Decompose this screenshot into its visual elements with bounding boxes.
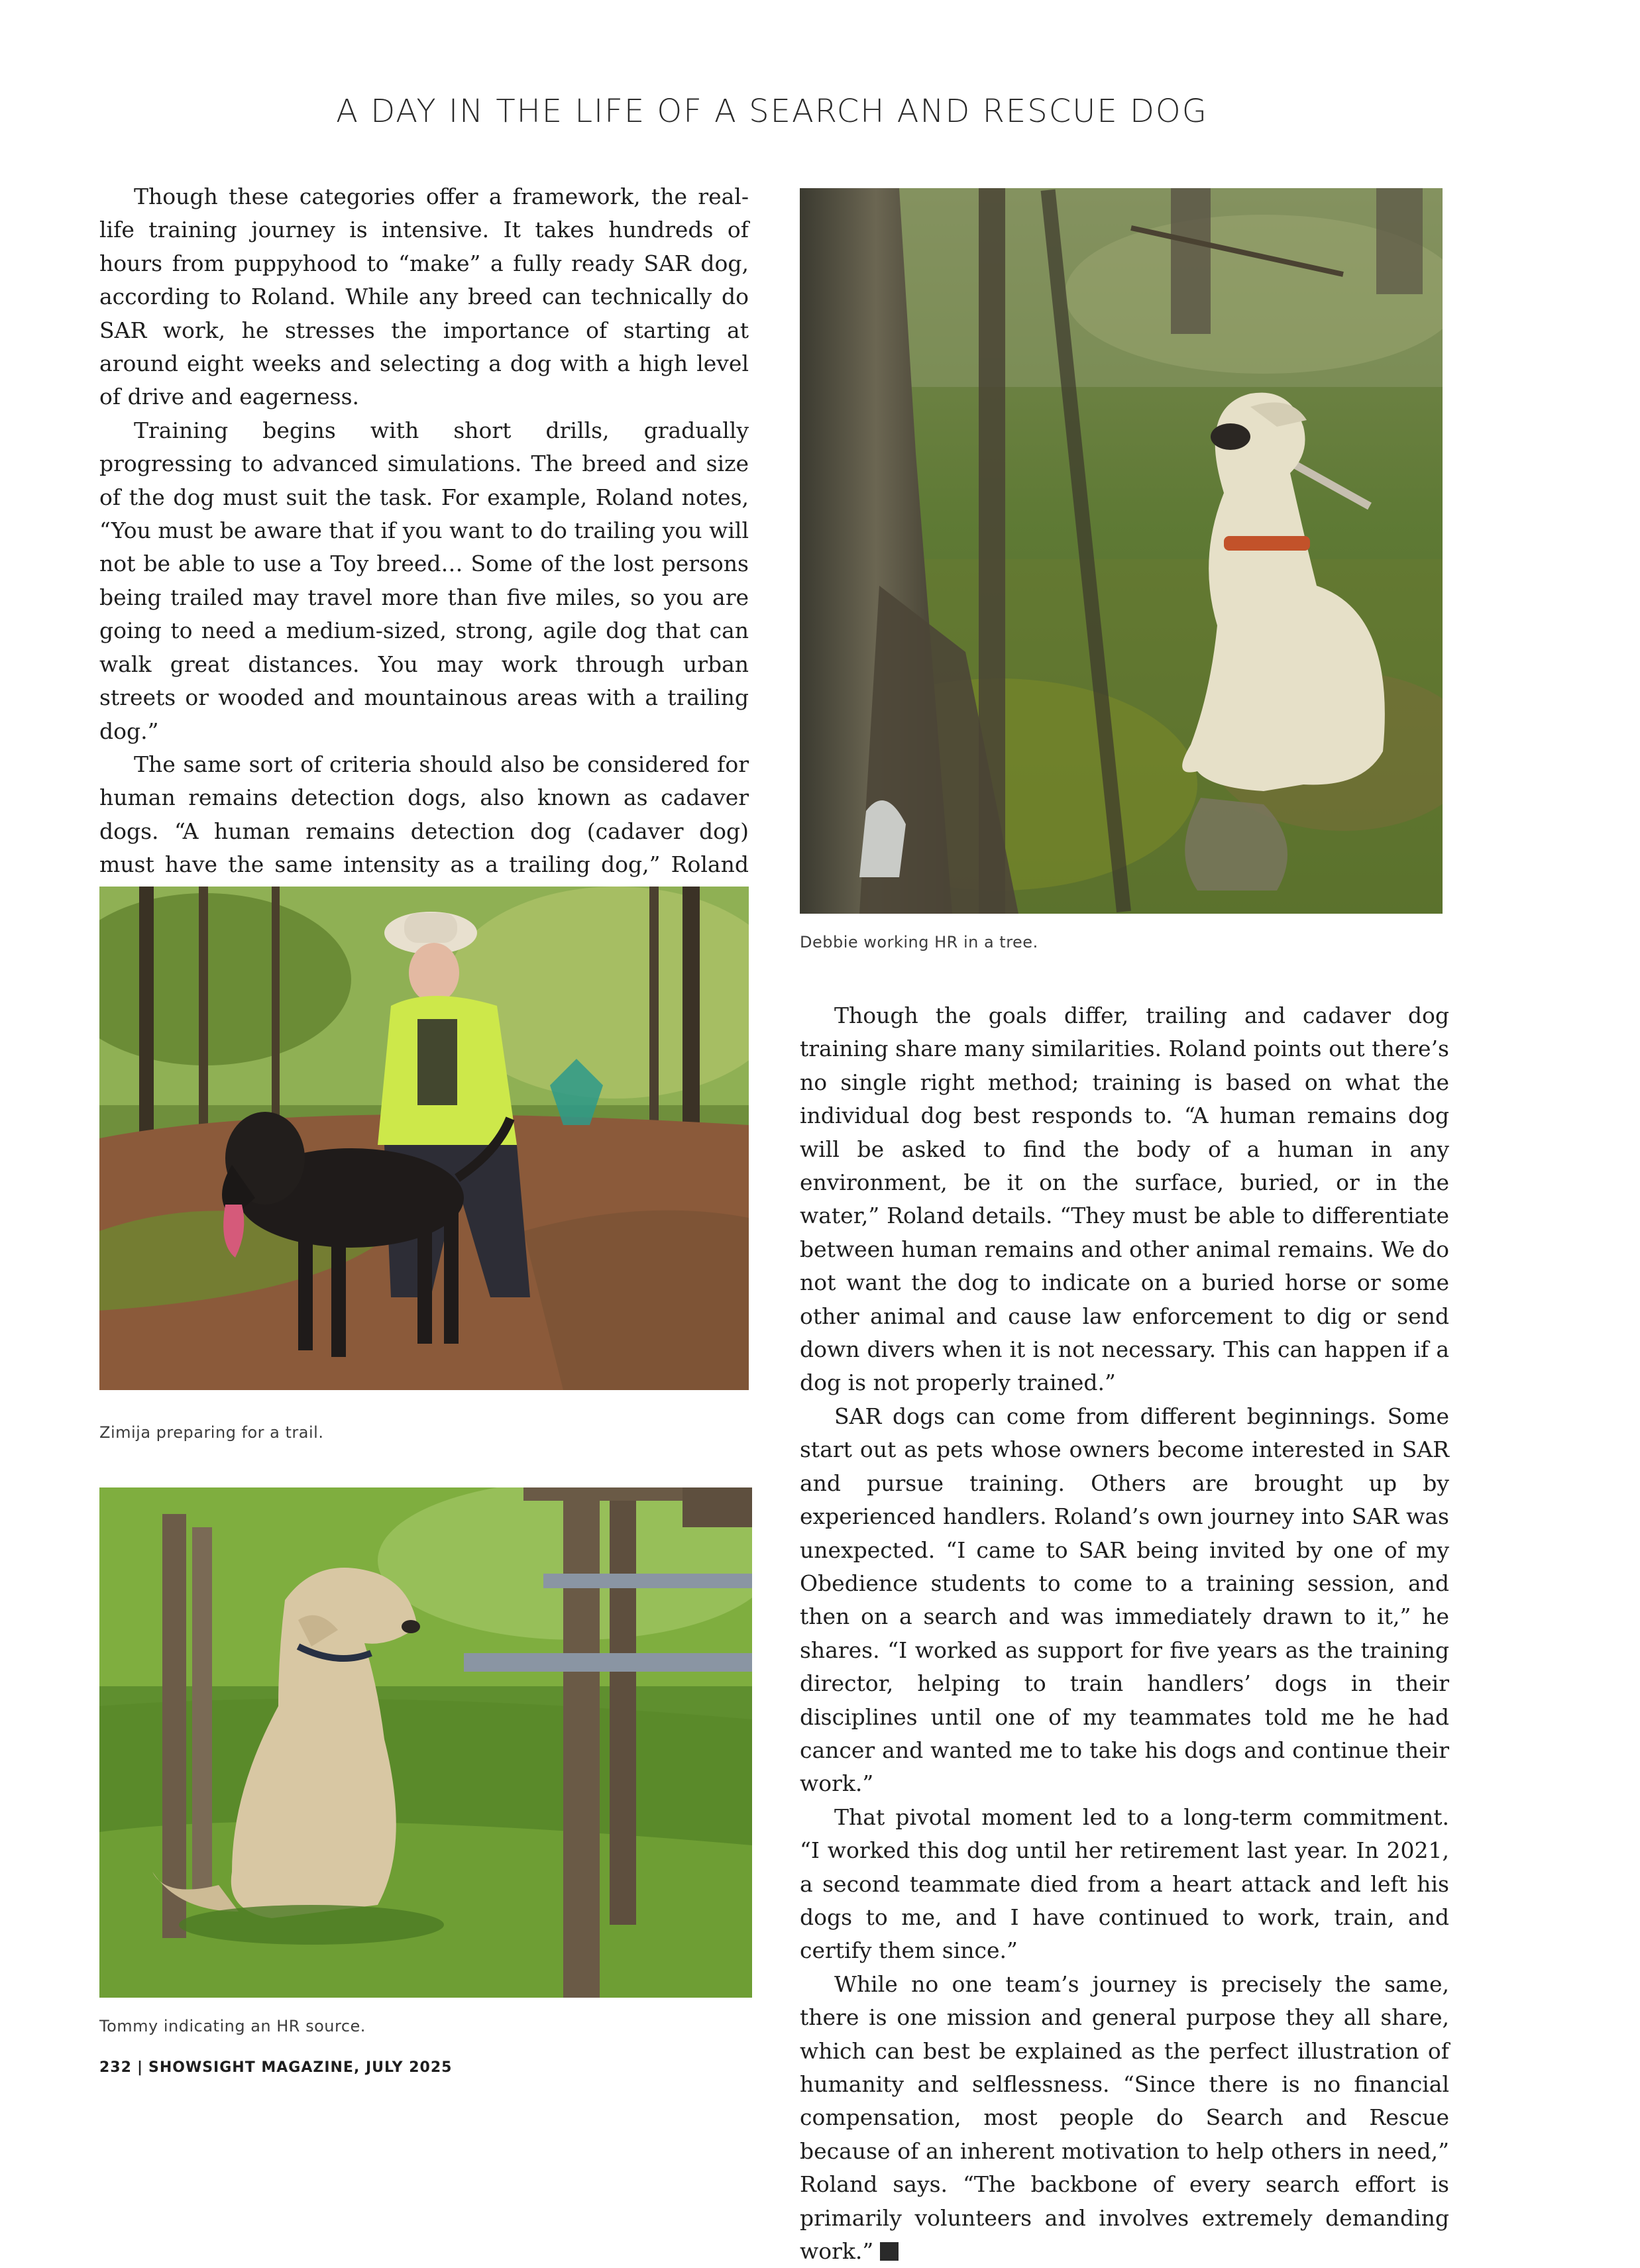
photo-zimija-handler-with-hound [99, 887, 749, 1390]
article-paragraph: Training begins with short drills, gradually progressing to advanced simulations. The breed and size of the dog must suit the task. For example, Roland notes, “You must be aware that if you want to do trailing you will not be able to use a Toy breed… Some of the lost persons being trailed may travel more than five miles, so you are going to need a medium-sized, strong, agile dog that can walk great distances. You may work through urban streets or wooded and mountainous areas with a trailing dog.” [99, 417, 749, 744]
article-paragraph: Though these categories offer a framework, the real-life training journey is intensive. It takes hundreds of hours from puppyhood to “make” a fully ready SAR dog, according to Roland. While any breed can technically do SAR work, he stresses the importance of starting at around eight weeks and selecting a dog with a high level of drive and eagerness. [99, 184, 749, 410]
page-title: A DAY IN THE LIFE OF A SEARCH AND RESCUE DOG [336, 93, 1208, 130]
caption-tommy: Tommy indicating an HR source. [99, 2017, 366, 2035]
photo-debbie-dog-in-woods [800, 188, 1443, 914]
page-number: 232 [99, 2059, 132, 2076]
article-paragraph: Though the goals differ, trailing and cadaver dog training share many similarities. Roland points out there’s no single right method; training is based on what the individual dog best responds to. “A human remains dog will be asked to find the body of a human in any environment, be it on the surface, buried, or in the water,” Roland details. “They must be able to differentiate between human remains and other animal remains. We do not want the dog to indicate on a buried horse or some other animal and cause law enforcement to dig or send down divers when it is not necessary. This can happen if a dog is not properly trained.” [800, 1002, 1449, 1396]
article-paragraph-final-text: While no one team’s journey is precisely the same, there is one mission and general purpose they all share, which can best be explained as the perfect illustration of humanity and selflessness. “Since there is no financial compensation, most people do Search and Rescue because of an inherent motivation to help others in need,” Roland says. “The backbone of every search effort is primarily volunteers and involves extremely demanding work.” [800, 1971, 1449, 2265]
end-of-article-mark [880, 2242, 899, 2261]
article-paragraph: SAR dogs can come from different beginnings. Some start out as pets whose owners become interested in SAR and pursue training. Others are brought up by experienced handlers. Roland’s own journey into SAR was unexpected. “I came to SAR being invited by one of my Obedience students to come to a training session, and then on a search and was immediately drawn to it,” he shares. “I worked as support for five years as the training director, helping to train handlers’ dogs in their disciplines until one of my teammates told me he had cancer and wanted me to take his dogs and continue their work.” [800, 1403, 1449, 1797]
caption-zimija: Zimija preparing for a trail. [99, 1423, 324, 1442]
article-right-column [800, 999, 1449, 2268]
footer-separator: | [137, 2059, 143, 2076]
article-paragraph-final [800, 1968, 1449, 2268]
publication-name: SHOWSIGHT MAGAZINE, JULY 2025 [148, 2059, 453, 2076]
article-paragraph: The same sort of criteria should also be considered for human remains detection dogs, also known as cadaver dogs. “A human remains detection dog (cadaver dog) must have the same intensity as a trailing dog,” Roland [99, 751, 749, 878]
article-paragraph: That pivotal moment led to a long-term commitment. “I worked this dog until her retirement last year. In 2021, a second teammate died from a heart attack and left his dogs to me, and I have continued to work, train, and certify them since.” [800, 1804, 1449, 1964]
photo-tommy-golden-dog-sitting [99, 1487, 752, 1998]
page-footer [99, 2059, 452, 2076]
article-left-column [99, 180, 749, 982]
caption-debbie: Debbie working HR in a tree. [800, 933, 1038, 951]
